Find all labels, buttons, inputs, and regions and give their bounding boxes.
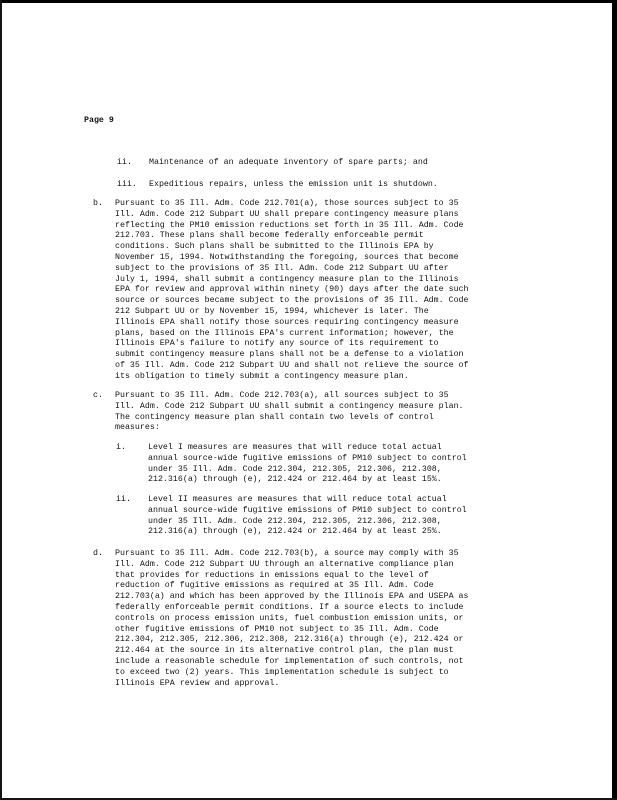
text-line: of 35 Ill. Adm. Code 212 Subpart UU and shall not relieve the source of xyxy=(115,360,469,370)
text-line: Ill. Adm. Code 212 Subpart UU shall prepare contingency measure plans xyxy=(115,209,459,219)
text-line: Level I measures are measures that will reduce total actual xyxy=(148,443,442,452)
text-line: Illinois EPA shall notify those sources requiring contingency measure xyxy=(115,317,459,327)
list-item-label: i. xyxy=(116,443,126,452)
text-line: 212.464 at the source in its alternative control plan, the plan must xyxy=(115,646,454,656)
text-line: 212.316(a) through (e), 212.424 or 212.464 by at least 15%. xyxy=(148,475,442,485)
paragraph-label: c. xyxy=(93,391,103,400)
text-line: 212.316(a) through (e), 212.424 or 212.464 by at least 25%. xyxy=(148,527,442,537)
text-line: July 1, 1994, shall submit a contingency measure plan to the Illinois xyxy=(115,274,459,284)
text-line: under 35 Ill. Adm. Code 212.304, 212.305, 212.306, 212.308, xyxy=(148,516,442,526)
text-line: measures: xyxy=(115,423,160,433)
text-line: subject to the provisions of 35 Ill. Adm. Code 212 Subpart UU after xyxy=(115,263,449,273)
list-item-label: iii. xyxy=(117,180,137,189)
list-item-label: ii. xyxy=(117,158,132,167)
page-number-header: Page 9 xyxy=(84,116,114,125)
text-line: submit contingency measure plans shall not be a defense to a violation xyxy=(115,350,464,360)
text-line: 212.304, 212.305, 212.306, 212.308, 212.316(a) through (e), 212.424 or xyxy=(115,635,464,645)
text-line: its obligation to timely submit a contingency measure plan. xyxy=(115,371,409,381)
text-line: to exceed two (2) years. This implementation schedule is subject to xyxy=(115,667,449,677)
text-line: 212 Subpart UU or by November 15, 1994, whichever is later. The xyxy=(115,306,429,316)
text-line: The contingency measure plan shall contain two levels of control xyxy=(115,412,434,422)
text-line: Illinois EPA review and approval. xyxy=(115,678,280,688)
text-line: reduction of fugitive emissions as required at 35 Ill. Adm. Code xyxy=(115,581,434,591)
text-line: conditions. Such plans shall be submitted to the Illinois EPA by xyxy=(115,242,434,252)
text-line: under 35 Ill. Adm. Code 212.304, 212.305, 212.306, 212.308, xyxy=(148,464,442,474)
text-line: other fugitive emissions of PM10 not subject to 35 Ill. Adm. Code xyxy=(115,624,439,634)
paragraph-label: d. xyxy=(93,549,103,558)
text-line: Illinois EPA's failure to notify any source of its requirement to xyxy=(115,339,439,349)
text-line: controls on process emission units, fuel combustion emission units, or xyxy=(115,613,464,623)
text-line: Pursuant to 35 Ill. Adm. Code 212.703(a), all sources subject to 35 xyxy=(115,391,449,400)
text-line: annual source-wide fugitive emissions of PM10 subject to control xyxy=(148,505,467,515)
text-line: 212.703. These plans shall become federally enforceable permit xyxy=(115,231,424,241)
text-line: reflecting the PM10 emission reductions set forth in 35 Ill. Adm. Code xyxy=(115,220,464,230)
text-line: Ill. Adm. Code 212 Subpart UU shall submit a contingency measure plan. xyxy=(115,401,464,411)
text-line: Ill. Adm. Code 212 Subpart UU through an alternative compliance plan xyxy=(115,559,454,569)
scan-edge-left xyxy=(0,0,2,800)
scan-edge-right xyxy=(612,0,617,800)
text-line: include a reasonable schedule for implementation of such controls, not xyxy=(115,656,464,666)
text-line: Level II measures are measures that will reduce total actual xyxy=(148,495,447,504)
paragraph-label: b. xyxy=(93,199,103,208)
text-line: November 15, 1994. Notwithstanding the foregoing, sources that become xyxy=(115,252,459,262)
text-line: annual source-wide fugitive emissions of PM10 subject to control xyxy=(148,453,467,463)
text-line: that provides for reductions in emissions equal to the level of xyxy=(115,570,429,580)
text-line: Maintenance of an adequate inventory of spare parts; and xyxy=(149,158,428,167)
scan-edge-top xyxy=(0,0,617,3)
text-line: source or sources became subject to the provisions of 35 Ill. Adm. Code xyxy=(115,296,469,306)
text-line: 212.703(a) and which has been approved by the Illinois EPA and USEPA as xyxy=(115,592,469,602)
list-item-label: ii. xyxy=(116,495,131,504)
text-line: Expeditious repairs, unless the emission unit is shutdown. xyxy=(149,180,438,189)
text-line: Pursuant to 35 Ill. Adm. Code 212.703(b), a source may comply with 35 xyxy=(115,549,459,558)
text-line: EPA for review and approval within ninety (90) days after the date such xyxy=(115,285,469,295)
text-line: plans, based on the Illinois EPA's current information; however, the xyxy=(115,328,454,338)
text-line: federally enforceable permit conditions. If a source elects to include xyxy=(115,602,464,612)
text-line: Pursuant to 35 Ill. Adm. Code 212.701(a), those sources subject to 35 xyxy=(115,199,459,208)
